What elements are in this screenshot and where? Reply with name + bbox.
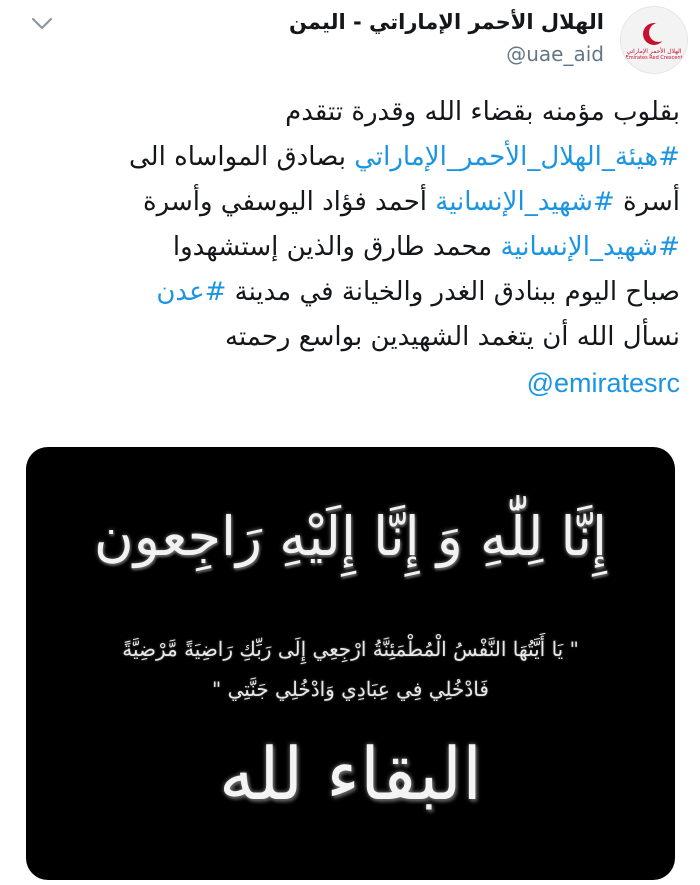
account-display-name[interactable]: الهلال الأحمر الإماراتي - اليمن bbox=[289, 10, 604, 34]
tweet-text-segment: محمد طارق والذين إستشهدوا bbox=[172, 232, 501, 262]
quran-verse-line-1: " يَا أَيَّتُهَا النَّفْسُ الْمُطْمَئِنَّةُ ارْجِعِي إِلَى رَبِّكِ رَاضِيَةً مَّرْضِيَّةً bbox=[122, 637, 579, 661]
quran-verse-line-2: فَادْخُلِي فِي عِبَادِي وَادْخُلِي جَنَّتِي " bbox=[212, 677, 489, 701]
tweet-image[interactable] bbox=[26, 447, 675, 880]
hashtag-link[interactable]: #عدن bbox=[156, 277, 227, 307]
avatar[interactable] bbox=[620, 6, 688, 74]
hashtag-link[interactable]: #شهيد_الإنسانية bbox=[435, 187, 615, 217]
condolence-headline: إِنَّا لِلّٰهِ وَ إِنَّا إِلَيْهِ رَاجِعون bbox=[94, 505, 607, 568]
mention-link[interactable]: @emiratesrc bbox=[526, 368, 680, 398]
logo-text-arabic: الهلال الأحمر الإماراتي bbox=[626, 47, 682, 55]
red-crescent-logo-icon bbox=[632, 20, 676, 48]
tweet-text-segment: بصادق المواساه الى bbox=[129, 142, 355, 172]
account-handle[interactable]: @uae_aid bbox=[506, 42, 604, 66]
tweet-line-2 bbox=[20, 135, 680, 180]
hashtag-link[interactable]: #هيئة_الهلال_الأحمر_الإماراتي bbox=[354, 142, 680, 172]
chevron-down-icon[interactable] bbox=[26, 8, 58, 40]
tweet-text-segment: صباح اليوم ببنادق الغدر والخيانة في مدينة bbox=[226, 277, 680, 307]
tweet-line-5 bbox=[20, 270, 680, 315]
tweet-header bbox=[0, 0, 700, 80]
hashtag-link[interactable]: #شهيد_الإنسانية bbox=[500, 232, 680, 262]
tweet-line-3 bbox=[20, 180, 680, 225]
condolence-footer: البقاء لله bbox=[218, 732, 483, 816]
tweet-line-1: بقلوب مؤمنه بقضاء الله وقدرة تتقدم bbox=[285, 97, 680, 127]
tweet-line-6: نسأل الله أن يتغمد الشهيدين بواسع رحمته bbox=[225, 322, 680, 352]
chevron-down-icon-svg bbox=[31, 17, 53, 31]
tweet-line-4 bbox=[20, 225, 680, 270]
tweet-text-segment: أحمد فؤاد اليوسفي وأسرة bbox=[143, 187, 436, 217]
logo-text-english: Emirates Red Crescent bbox=[625, 54, 683, 61]
tweet-text bbox=[20, 90, 680, 360]
tweet-text-segment: أسرة bbox=[614, 187, 680, 217]
